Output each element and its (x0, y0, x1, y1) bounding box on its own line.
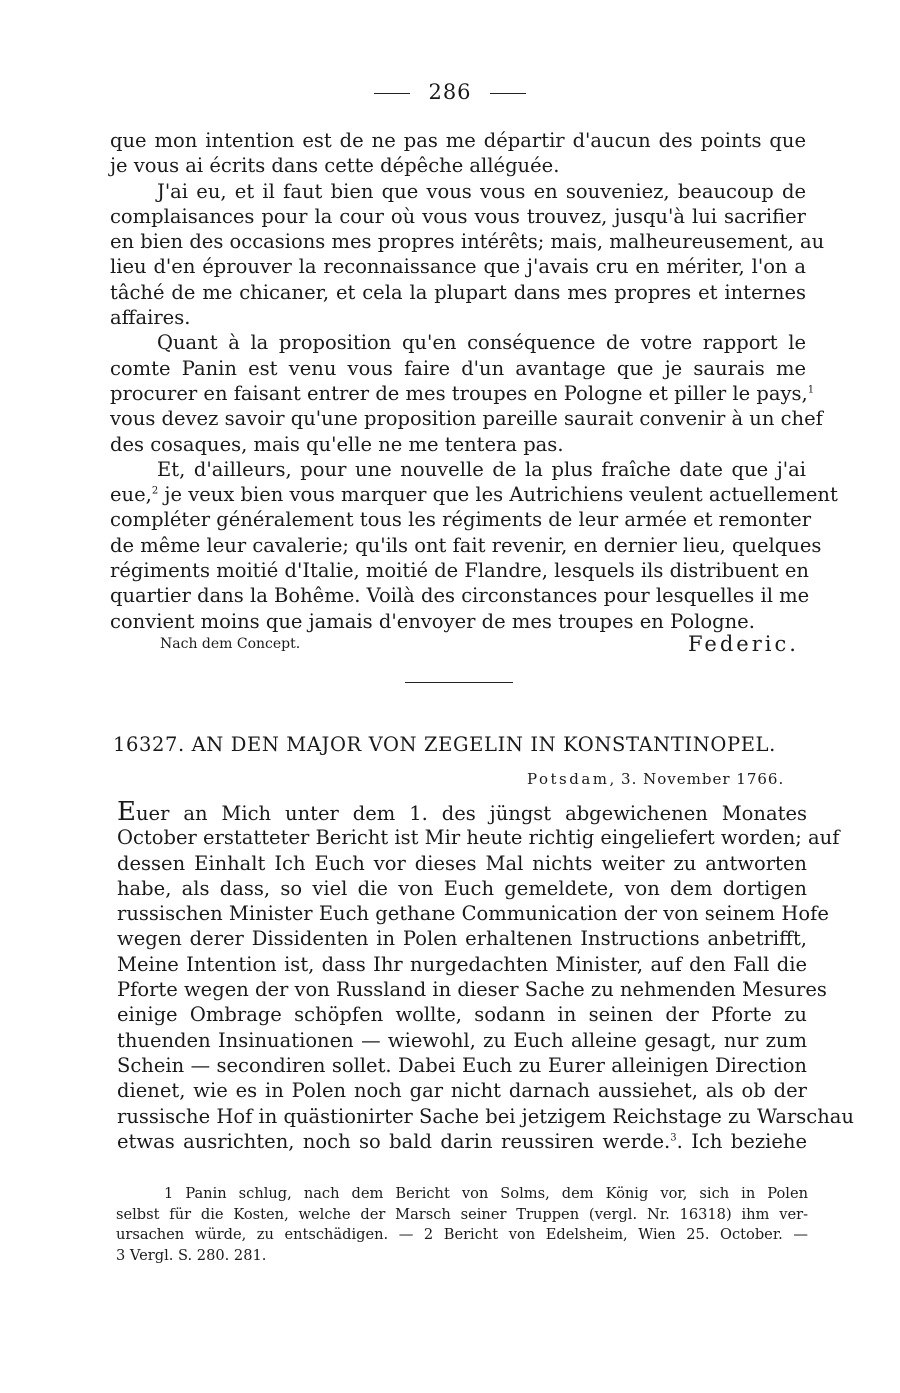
dateline (527, 770, 784, 788)
text-line (110, 381, 815, 406)
header-dash-right (490, 93, 526, 94)
text-line: russische Hof in quästionirter Sache bei jetzigem Reichstage zu Warschau (117, 1104, 854, 1128)
text-line: wegen derer Dissidenten in Polen erhaltenen Instructions anbetrifft, (117, 927, 807, 951)
text-line: complaisances pour la cour où vous vous trouvez, jusqu'à lui sacrifier (110, 204, 806, 228)
text-line: des cosaques, mais qu'elle ne me tentera pas. (110, 432, 564, 456)
text-line: October erstatteter Bericht ist Mir heute richtig eingeliefert worden; auf (117, 826, 840, 850)
text-line: Meine Intention ist, dass Ihr nurgedachten Minister, auf den Fall die (117, 952, 807, 976)
footnote-line: 3 Vergl. S. 280. 281. (116, 1246, 267, 1264)
text-line: thuenden Insinuationen — wiewohl, zu Euch alleine gesagt, nur zum (117, 1028, 807, 1052)
text-line: que mon intention est de ne pas me départir d'aucun des points que (110, 129, 806, 152)
text-line: compléter généralement tous les régiments de leur armée et remonter (110, 508, 812, 532)
source-note: Nach dem Concept. (160, 636, 301, 652)
text-line: dienet, wie es in Polen noch gar nicht darnach aussiehet, als ob der (117, 1079, 807, 1103)
text-line: lieu d'en éprouver la reconnaissance que j'avais cru en mériter, l'on a (110, 255, 806, 279)
text-span: uer an Mich unter dem 1. des jüngst abgewichenen Monates (135, 802, 807, 825)
text-line (117, 797, 807, 827)
footnote-line: selbst für die Kosten, welche der Marsch seiner Truppen (vergl. Nr. 16318) ihm ver- (116, 1205, 808, 1223)
letter-heading: 16327. AN DEN MAJOR VON ZEGELIN IN KONSTANTINOPEL. (113, 733, 776, 756)
text-line: einige Ombrage schöpfen wollte, sodann in seinen der Pforte zu (117, 1003, 807, 1027)
text-span: procurer en faisant entrer de mes troupes en Pologne et piller le pays, (110, 381, 808, 405)
text-line: tâché de me chicaner, et cela la plupart dans mes propres et internes (110, 280, 806, 304)
signature: Federic. (688, 632, 799, 656)
text-line (110, 482, 838, 507)
text-span: eue, (110, 483, 152, 507)
text-line: Quant à la proposition qu'en conséquence de votre rapport le (157, 331, 806, 355)
text-line: je vous ai écrits dans cette dépêche alléguée. (110, 154, 560, 178)
page-header (0, 80, 900, 104)
text-line: Et, d'ailleurs, pour une nouvelle de la plus fraîche date que j'ai (157, 457, 806, 481)
footnote-ref-1: 1 (807, 384, 815, 396)
text-line: régiments moitié d'Italie, moitié de Flandre, lesquels ils distribuent en (110, 559, 809, 583)
text-span: etwas ausrichten, noch so bald darin reussiren werde. (117, 1129, 671, 1153)
text-line: J'ai eu, et il faut bien que vous vous en souveniez, beaucoup de (157, 179, 806, 203)
page-number: 286 (428, 80, 472, 104)
dateline-date: , 3. November 1766. (609, 770, 785, 788)
text-span: Ich beziehe (691, 1129, 807, 1153)
text-line: habe, als dass, so viel die von Euch gemeldete, von dem dortigen (117, 876, 807, 900)
text-span: je veux bien vous marquer que les Autrichiens veulent actuellement (164, 483, 838, 507)
footnotes (116, 1184, 808, 1266)
text-line: en bien des occasions mes propres intérêts; mais, malheureusement, au (110, 230, 825, 254)
text-line: Pforte wegen der von Russland in dieser Sache zu nehmenden Mesures (117, 978, 827, 1002)
text-line: convient moins que jamais d'envoyer de mes troupes en Pologne. (110, 609, 755, 633)
dateline-place: Potsdam (527, 770, 610, 788)
footnote-line: 1 Panin schlug, nach dem Bericht von Solms, dem König vor, sich in Polen (164, 1185, 808, 1202)
text-line: russischen Minister Euch gethane Communication der von seinem Hofe (117, 902, 829, 926)
text-line: vous devez savoir qu'une proposition pareille saurait convenir à un chef (110, 407, 823, 431)
header-dash-left (374, 93, 410, 94)
footnote-ref-2: 2 (151, 485, 159, 497)
text-line: affaires. (110, 306, 191, 330)
letter-1-body (110, 128, 838, 634)
section-divider (405, 682, 513, 683)
text-line: quartier dans la Bohême. Voilà des circonstances pour lesquelles il me (110, 584, 810, 608)
text-line: Schein — secondiren sollet. Dabei Euch zu Eurer alleinigen Direction (117, 1053, 807, 1077)
text-line: de même leur cavalerie; qu'ils ont fait revenir, en dernier lieu, quelques (110, 533, 822, 557)
text-line: dessen Einhalt Ich Euch vor dieses Mal nichts weiter zu antworten (117, 851, 807, 875)
text-line: comte Panin est venu vous faire d'un avantage que je saurais me (110, 356, 806, 380)
text-line: etwas ausrichten, noch so bald darin reussiren werde.$^3$. Ich beziehe (117, 1129, 807, 1153)
footnote-line: ursachen würde, zu entschädigen. — 2 Bericht von Edelsheim, Wien 25. October. — (116, 1226, 808, 1243)
footnote-ref-3: 3 (670, 1132, 677, 1144)
initial-letter: E (117, 797, 136, 827)
letter-2-body (117, 797, 854, 1154)
